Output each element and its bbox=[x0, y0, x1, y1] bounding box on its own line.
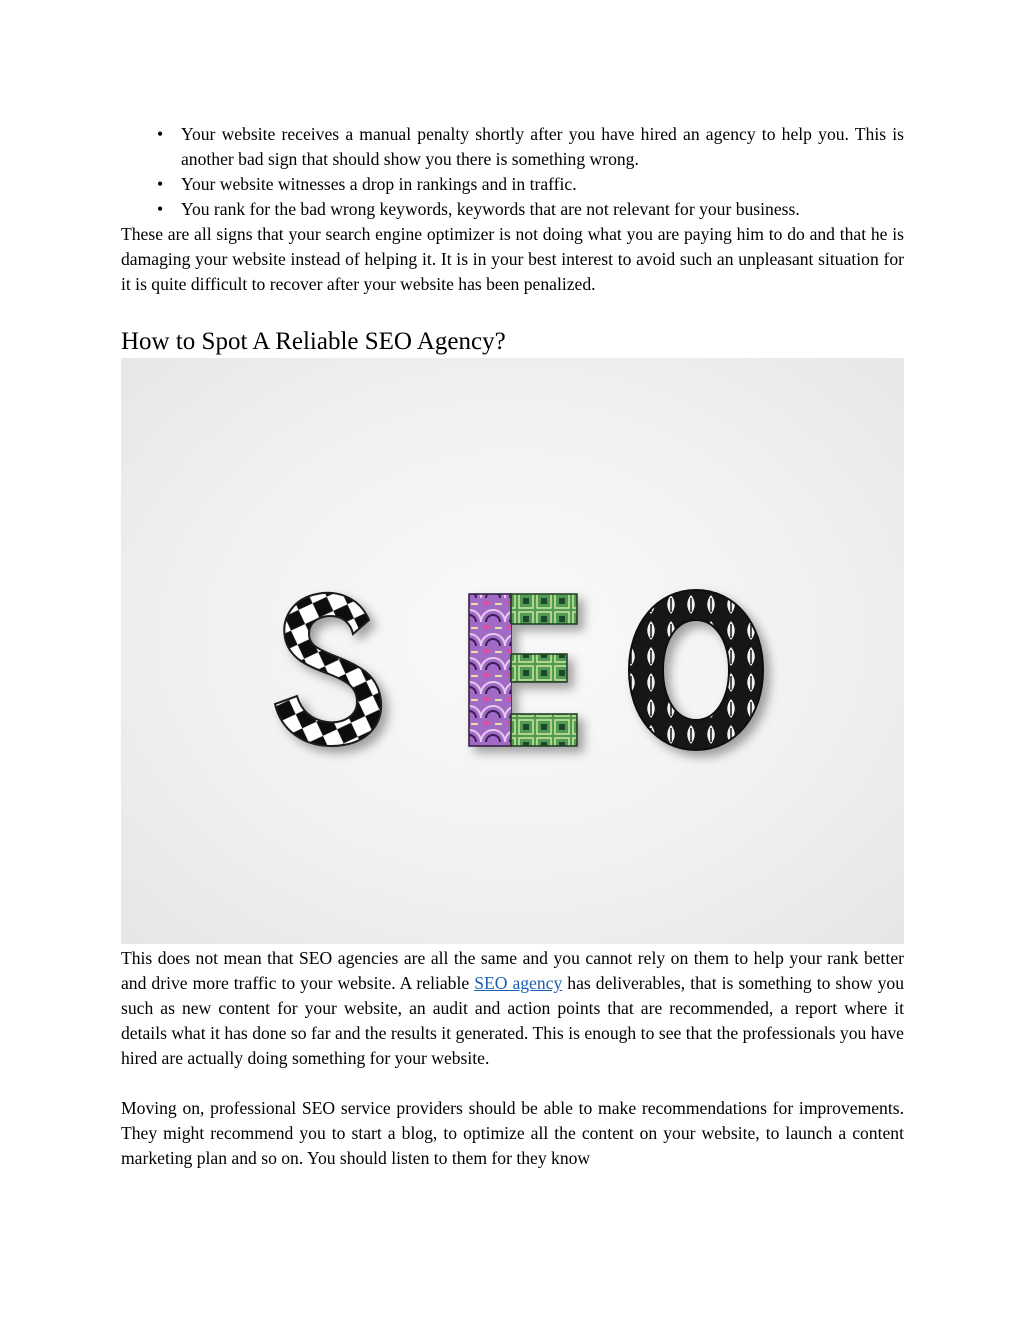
bullet-icon: • bbox=[157, 174, 164, 194]
letter-s-icon bbox=[275, 593, 381, 746]
list-item bbox=[121, 122, 904, 172]
letter-e-icon bbox=[469, 594, 577, 746]
bullet-text: Your website receives a manual penalty shortly after you have hired an agency to help you. This is another bad sign that should show you there is something wrong. bbox=[181, 124, 904, 169]
seo-agency-link[interactable]: SEO agency bbox=[474, 973, 563, 993]
body-text bbox=[121, 946, 904, 1196]
bullet-text: You rank for the bad wrong keywords, keywords that are not relevant for your business. bbox=[181, 199, 800, 219]
seo-letters-illustration bbox=[121, 358, 904, 944]
letter-o-icon bbox=[629, 590, 763, 750]
paragraph-text: This does not mean that SEO agencies are all the same and you cannot rely on them to help your rank better and drive more traffic to your website. A reliable bbox=[121, 948, 904, 993]
bullet-text: Your website witnesses a drop in rankings and in traffic. bbox=[181, 174, 577, 194]
list-item bbox=[121, 172, 904, 197]
bullet-list bbox=[121, 122, 904, 222]
document-page bbox=[121, 122, 904, 1168]
paragraph-recommendations: Moving on, professional SEO service providers should be able to make recommendations for improvements. They might recommend you to start a blog, to optimize all the content on your website, to launch a content marketing plan and so on. You should listen to them for they know bbox=[121, 1098, 904, 1168]
seo-letters-image bbox=[121, 358, 904, 944]
list-item bbox=[121, 197, 904, 222]
bullet-icon: • bbox=[157, 199, 164, 219]
intro-paragraph: These are all signs that your search engine optimizer is not doing what you are paying him to do and that he is damaging your website instead of helping it. It is in your best interest to avoid such an unpleasant situation for it is quite difficult to recover after your website has been penalized. bbox=[121, 224, 904, 294]
paragraph-text: has deliverables, that is something to show you such as new content for your website, an audit and action points that are recommended, a report where it details what it has done so far and the results it generated. This is enough to see that the professionals you have hired are actually doing something for your website. bbox=[121, 973, 904, 1068]
section-heading: How to Spot A Reliable SEO Agency? bbox=[121, 328, 506, 355]
bullet-icon: • bbox=[157, 124, 164, 144]
paragraph-deliverables bbox=[121, 946, 904, 1071]
